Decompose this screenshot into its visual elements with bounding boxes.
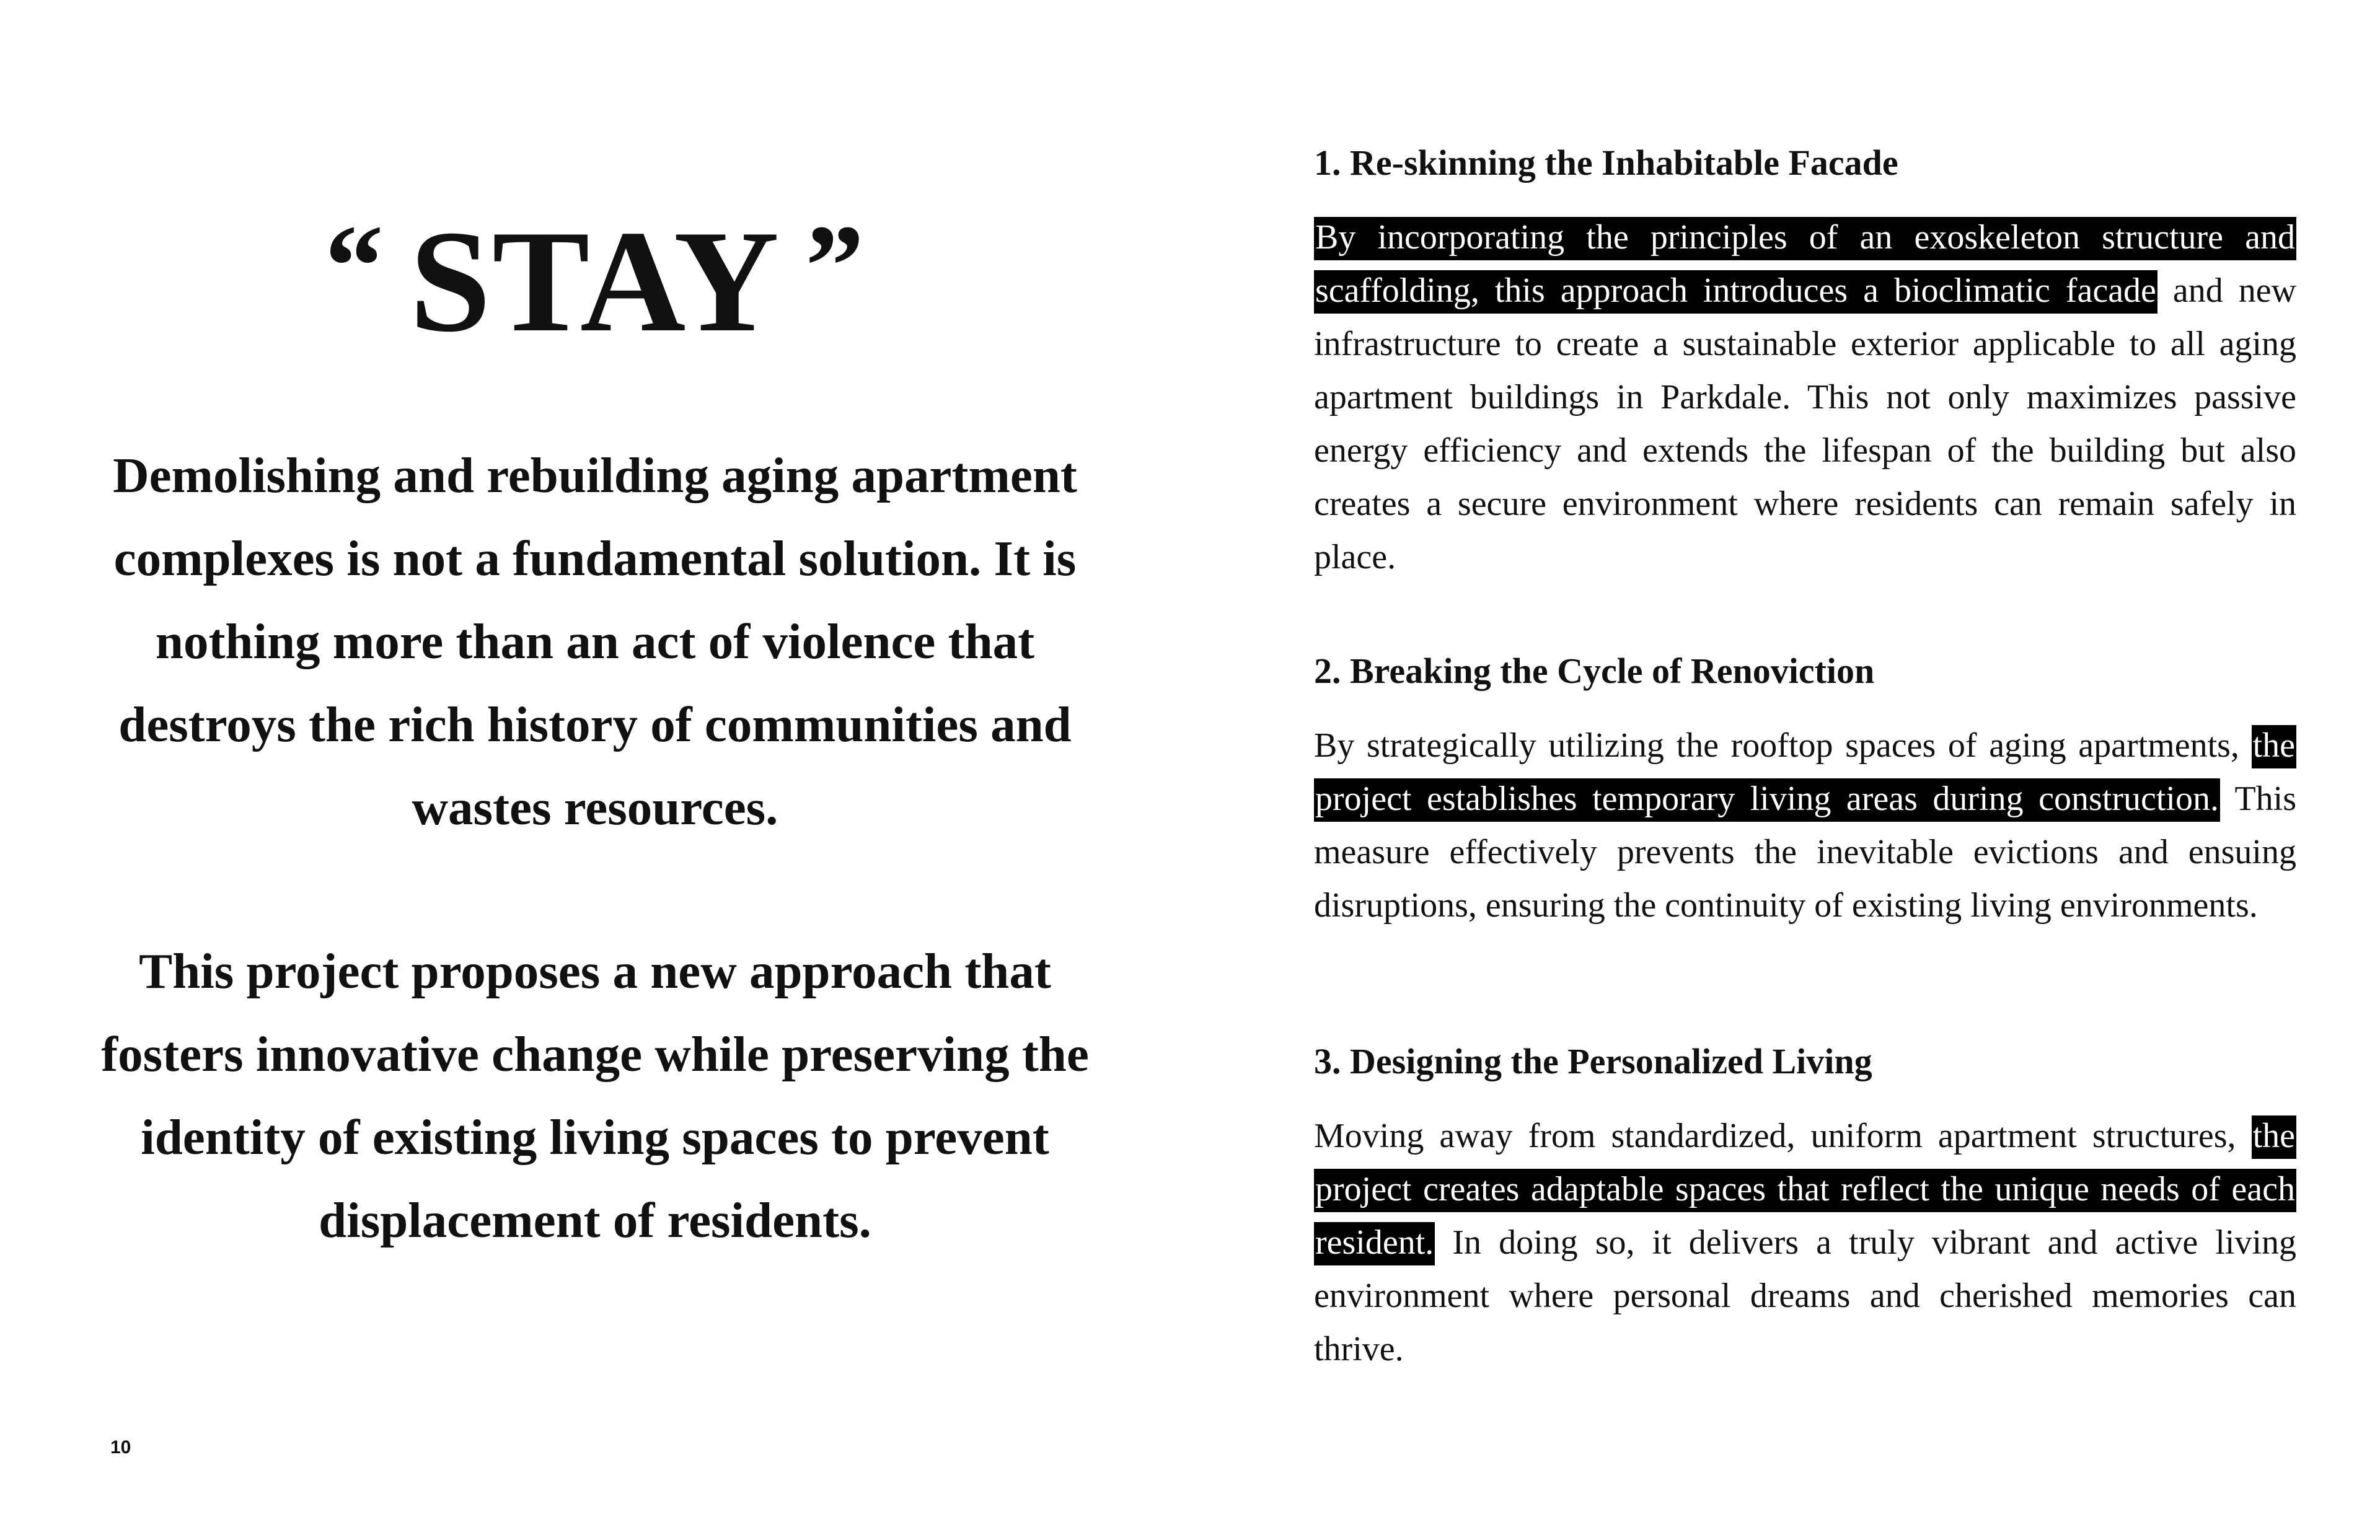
body-text: In doing so, it delivers a truly vibrant and active living environment where personal dreams and cherished memories can thrive. [1314, 1223, 2296, 1368]
section-body [1314, 211, 2296, 584]
stay-title [99, 180, 1091, 369]
section-reskinning [1314, 136, 2296, 584]
section-heading: 2. Breaking the Cycle of Renoviction [1314, 651, 1875, 691]
statement-new-approach: This project proposes a new approach that fosters innovative change while preserving the identity of existing living spaces to prevent displacement of residents. [101, 943, 1089, 1248]
body-text: This measure effectively prevents the inevitable evictions and ensuing disruptions, ensuring the continuity of existing living environments. [1314, 780, 2296, 925]
highlighted-text: By incorporating the principles of an exoskeleton structure and scaffolding, this approach introduces a bioclimatic facade [1314, 217, 2296, 314]
title-open-quote: “ [324, 201, 385, 332]
body-text: and new infrastructure to create a sustainable exterior applicable to all aging apartment buildings in Parkdale. This not only maximizes passive energy efficiency and extends the lifespan of the building but also creates a secure environment where residents can remain safely in place. [1314, 271, 2296, 576]
title-close-quote: ” [805, 201, 866, 332]
section-heading: 3. Designing the Personalized Living [1314, 1041, 1872, 1081]
right-page [1190, 0, 2380, 1540]
section-body [1314, 1109, 2296, 1376]
section-personalized-living [1314, 1035, 2296, 1376]
title-word: STAY [409, 201, 781, 363]
section-renoviction [1314, 645, 2296, 932]
highlighted-text: the project creates adaptable spaces that reflect the unique needs of each resident. [1314, 1115, 2296, 1265]
section-heading: 1. Re-skinning the Inhabitable Facade [1314, 143, 1898, 183]
body-text: Moving away from standardized, uniform apartment structures, [1314, 1117, 2252, 1155]
highlighted-text: the project establishes temporary living areas during construction. [1314, 725, 2296, 822]
statement-demolishing: Demolishing and rebuilding aging apartment complexes is not a fundamental solution. It is nothing more than an act of violence that destroys the rich history of communities and wastes resources. [113, 447, 1077, 835]
body-text: By strategically utilizing the rooftop spaces of aging apartments, [1314, 726, 2252, 765]
page-number-left: 10 [110, 1437, 131, 1458]
section-body [1314, 719, 2296, 932]
